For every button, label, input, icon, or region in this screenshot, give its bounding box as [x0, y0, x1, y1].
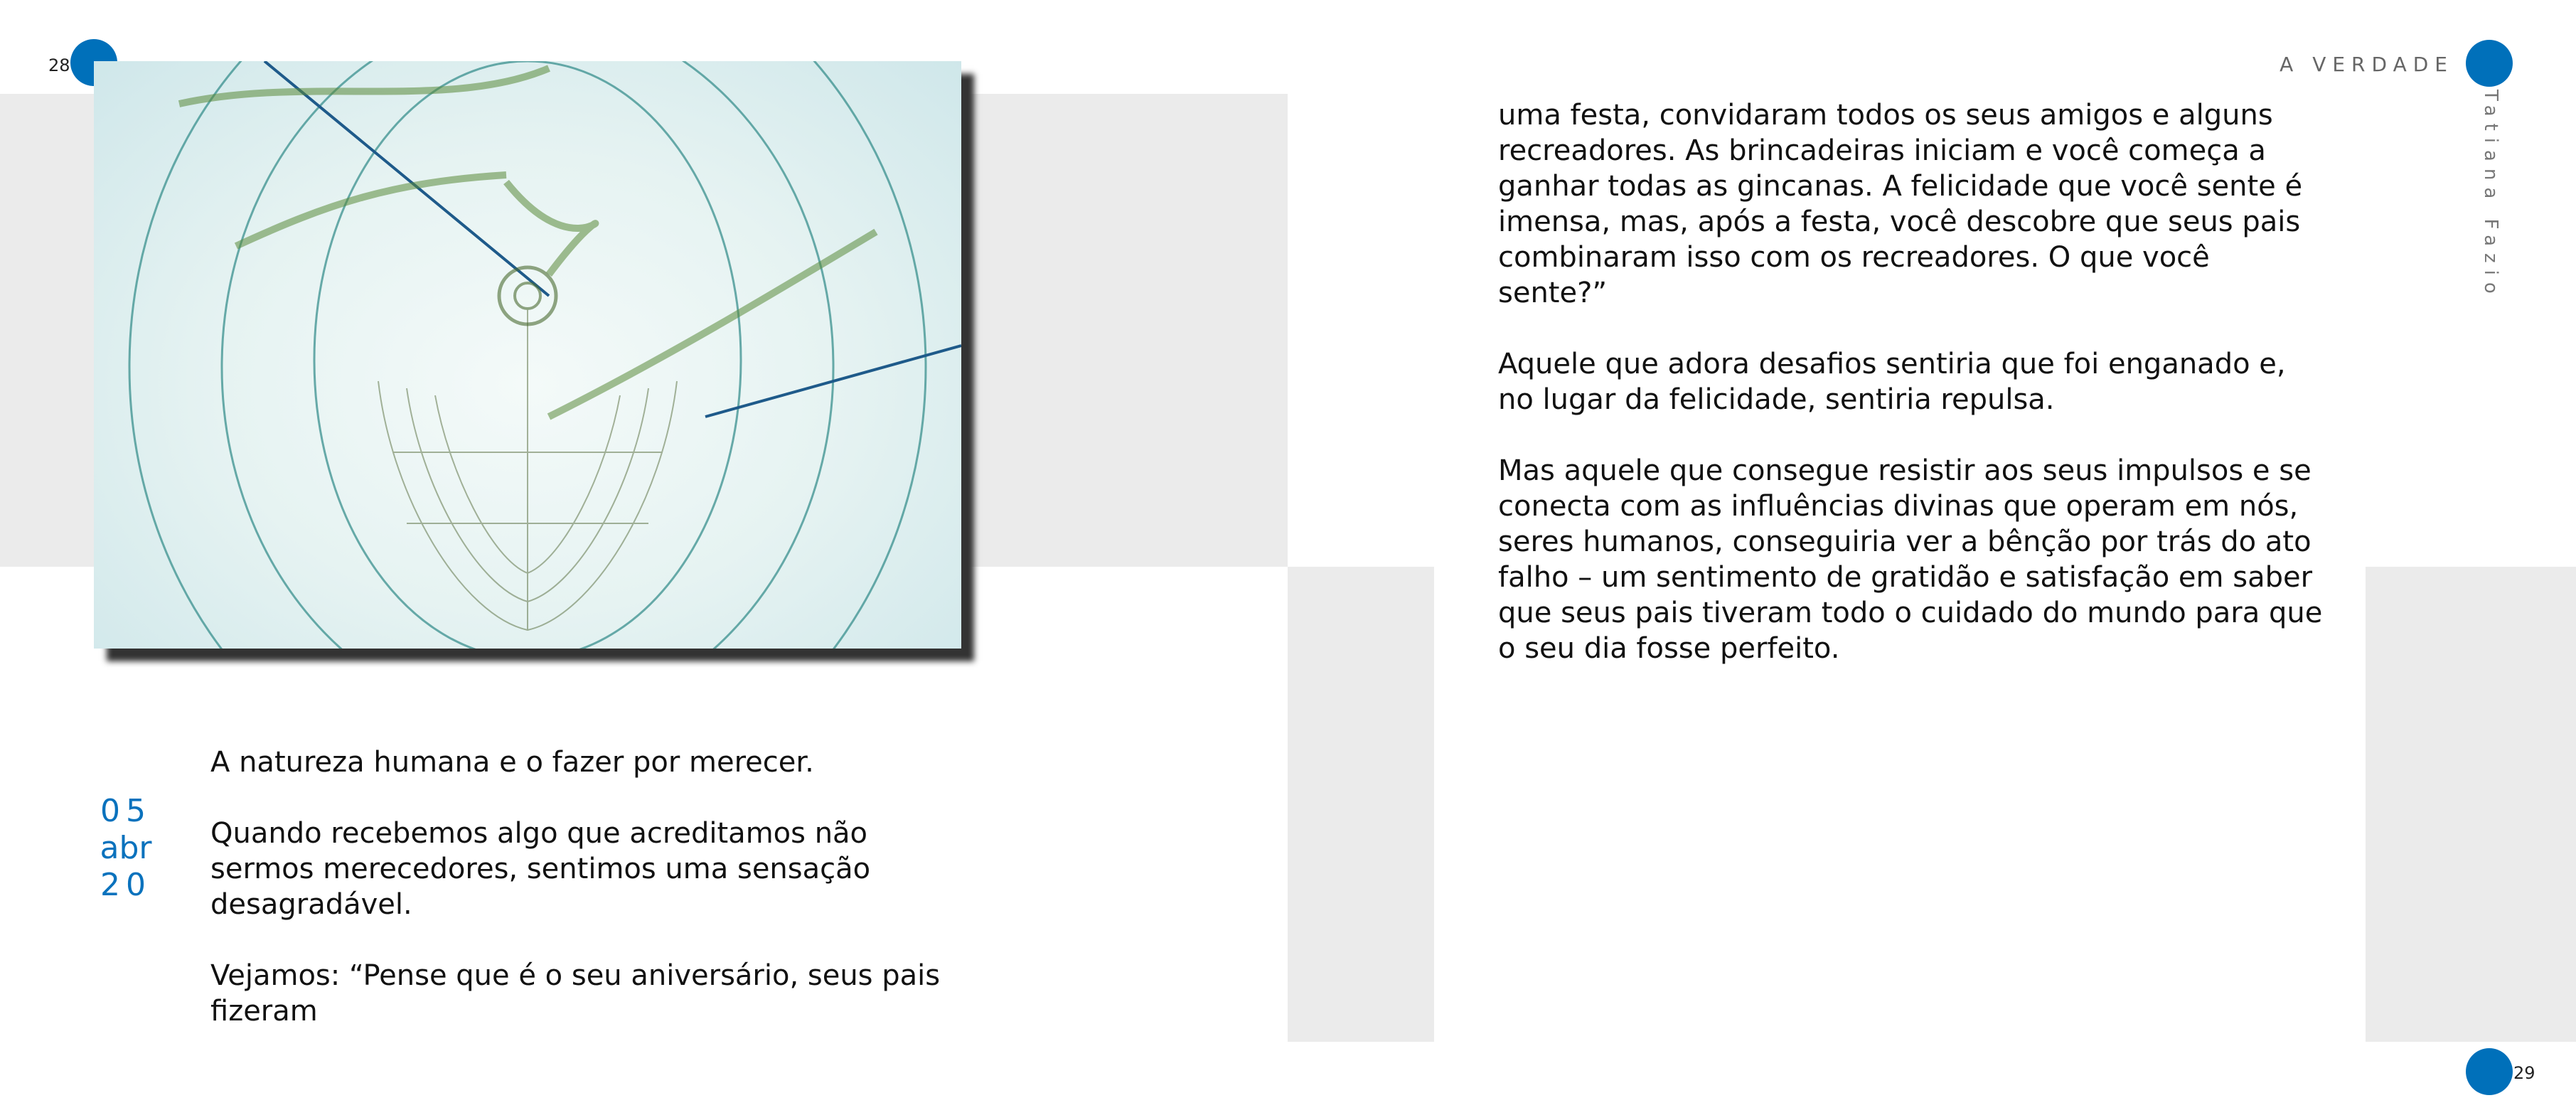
- page-number-right: 29: [2513, 1063, 2535, 1083]
- date-month: abr: [100, 830, 152, 866]
- paragraph: Quando recebemos algo que acreditamos não sermos merecedores, sentimos uma sensação desagradável.: [210, 817, 871, 921]
- paragraph: uma festa, convidaram todos os seus amigos e alguns recreadores. As brincadeiras iniciam e você começa a ganhar todas as gincanas. A felicidade que você sente é imensa, mas, após a festa, você descobre que seus pais combinaram isso com os recreadores. O que você sente?”: [1498, 99, 2303, 309]
- wireframe-face-illustration: [94, 61, 961, 649]
- paragraph: A natureza humana e o fazer por merecer.: [210, 746, 814, 779]
- left-page-text: [210, 745, 1028, 1065]
- running-header-title: A VERDADE: [2280, 53, 2454, 76]
- entry-date: [87, 793, 165, 904]
- center-gray-column: [1288, 567, 1434, 1042]
- right-page-text: [1498, 97, 2323, 702]
- date-year: 20: [100, 867, 151, 903]
- author-name-vertical: Tatiana Fazio: [2480, 90, 2501, 301]
- right-gray-column: [2366, 567, 2576, 1042]
- paragraph: Mas aquele que consegue resistir aos seus impulsos e se conecta com as influências divinas que operam em nós, seres humanos, conseguiria ver a bênção por trás do ato falho – um sentimento de gratidão e satisfação em saber que seus pais tiveram todo o cuidado do mundo para que o seu dia fosse perfeito.: [1498, 454, 2323, 665]
- page-marker-circle: [2466, 1048, 2513, 1095]
- paragraph: Aquele que adora desafios sentiria que foi enganado e, no lugar da felicidade, sentiria repulsa.: [1498, 348, 2286, 416]
- page-number-left: 28: [48, 55, 70, 75]
- page-marker-circle: [2466, 40, 2513, 87]
- paragraph: Vejamos: “Pense que é o seu aniversário, seus pais fizeram: [210, 959, 941, 1028]
- date-day: 05: [100, 793, 151, 829]
